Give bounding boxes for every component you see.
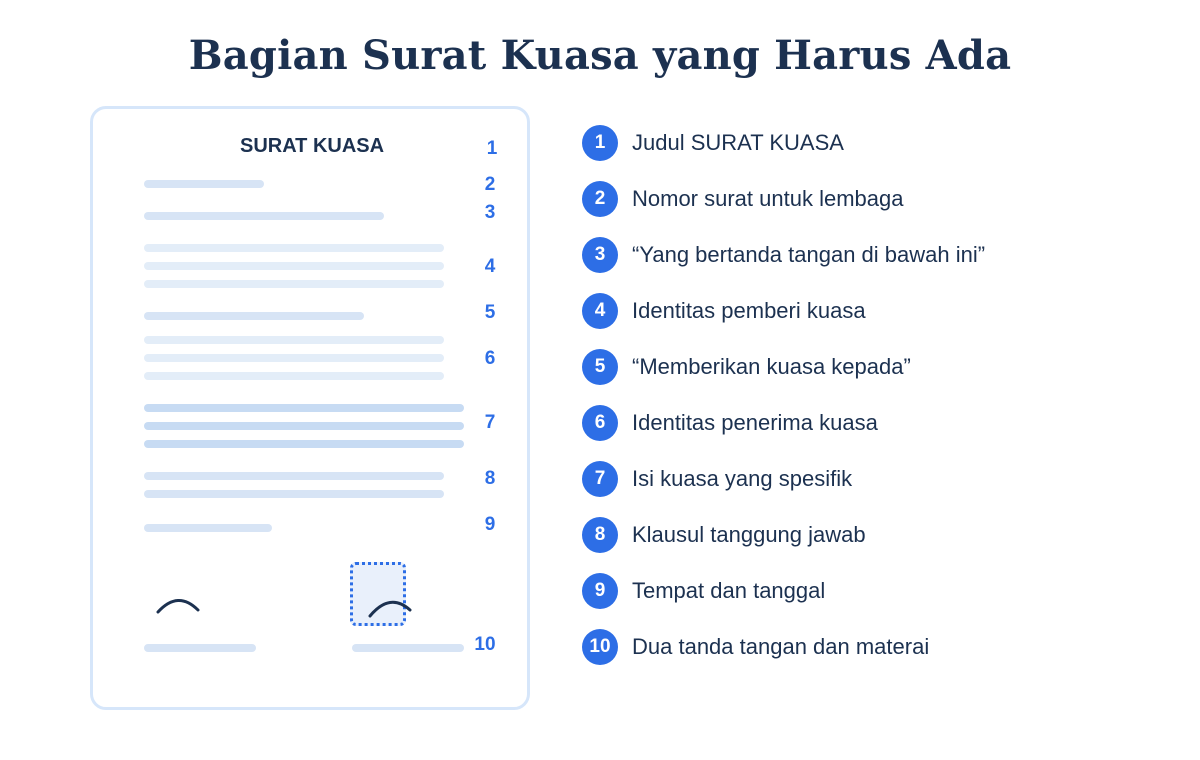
doc-line-grantee (144, 336, 444, 344)
doc-line-clause (144, 490, 444, 498)
doc-line-grant-phrase (144, 312, 364, 320)
doc-line-grantor (144, 262, 444, 270)
list-item-label: Nomor surat untuk lembaga (632, 186, 904, 211)
list-item-label: Dua tanda tangan dan materai (632, 634, 930, 659)
number-badge: 2 (582, 181, 618, 217)
doc-marker: 1 (486, 138, 498, 159)
list-item (582, 125, 1182, 181)
page-title: Bagian Surat Kuasa yang Harus Ada (188, 32, 1012, 79)
document-heading: SURAT KUASA (240, 135, 385, 157)
doc-marker: 10 (474, 634, 496, 655)
doc-line-content (144, 404, 464, 412)
list-item-label: Isi kuasa yang spesifik (632, 466, 853, 491)
list-item-label: Klausul tanggung jawab (632, 522, 866, 547)
list-item-label: “Memberikan kuasa kepada” (632, 354, 911, 379)
number-badge: 9 (582, 573, 618, 609)
list-item (582, 293, 1182, 349)
doc-line-place-date (144, 524, 272, 532)
list-item-label: “Yang bertanda tangan di bawah ini” (632, 242, 986, 267)
list-item (582, 573, 1182, 629)
signature-line-left (144, 644, 256, 652)
doc-marker: 6 (484, 348, 496, 369)
list-item-label: Tempat dan tanggal (632, 578, 826, 603)
doc-marker: 5 (484, 302, 496, 323)
list-item (582, 629, 1182, 685)
doc-marker: 2 (484, 174, 496, 195)
number-badge: 4 (582, 293, 618, 329)
doc-marker: 7 (484, 412, 496, 433)
doc-line-opening (144, 212, 384, 220)
list-item (582, 517, 1182, 573)
number-badge: 7 (582, 461, 618, 497)
doc-marker: 3 (484, 202, 496, 223)
list-item (582, 349, 1182, 405)
signature-right-icon (366, 594, 414, 620)
doc-marker: 4 (484, 256, 496, 277)
doc-marker: 8 (484, 468, 496, 489)
number-badge: 10 (582, 629, 618, 665)
doc-line-grantee (144, 372, 444, 380)
list-item-label: Identitas penerima kuasa (632, 410, 878, 435)
number-badge: 8 (582, 517, 618, 553)
list-item (582, 181, 1182, 237)
doc-line-content (144, 422, 464, 430)
list-item (582, 461, 1182, 517)
number-badge: 5 (582, 349, 618, 385)
doc-line-number (144, 180, 264, 188)
doc-line-content (144, 440, 464, 448)
parts-list (582, 125, 1182, 685)
doc-line-grantor (144, 244, 444, 252)
number-badge: 1 (582, 125, 618, 161)
doc-marker: 9 (484, 514, 496, 535)
list-item (582, 237, 1182, 293)
number-badge: 6 (582, 405, 618, 441)
list-item (582, 405, 1182, 461)
list-item-label: Judul SURAT KUASA (632, 130, 844, 155)
number-badge: 3 (582, 237, 618, 273)
doc-line-grantee (144, 354, 444, 362)
list-item-label: Identitas pemberi kuasa (632, 298, 866, 323)
doc-line-grantor (144, 280, 444, 288)
doc-line-clause (144, 472, 444, 480)
signature-left-icon (154, 594, 202, 616)
signature-line-right (352, 644, 464, 652)
